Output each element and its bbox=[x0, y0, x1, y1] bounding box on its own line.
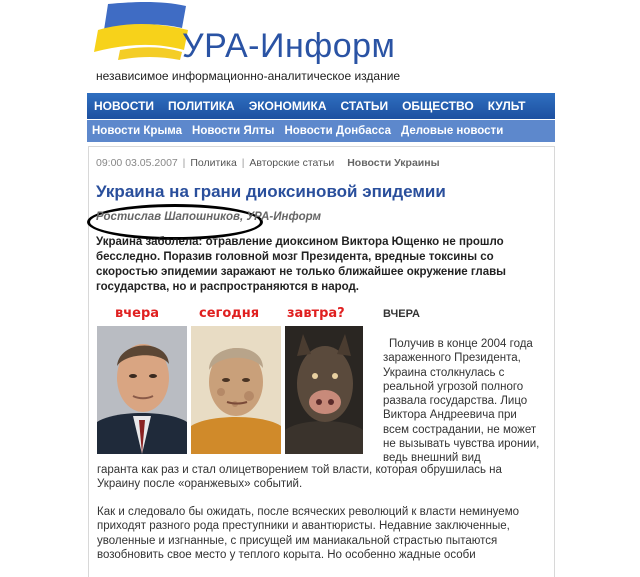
article-meta bbox=[96, 157, 440, 169]
site-tagline: независимое информационно-аналитическое издание bbox=[96, 69, 401, 83]
article-paragraph-2: Как и следовало бы ожидать, после всяческих революций к власти неминуемо приходят разного рода преступники и авантюристы. Недавние заключенные, уволенные и изгнанные, с присущей им маниакальной страстью пытаются возобновить свое место у теплого корыта. Но особенно жадные особи bbox=[97, 506, 519, 561]
secondary-nav bbox=[87, 120, 555, 142]
article-body-side: Получив в конце 2004 года зараженного Президента, Украина столкнулась с реальной угрозой полного развала государства. Лицо Виктора Андреевича при всем сострадании, не может не вызывать чувства иронии, ведь внешний вид bbox=[383, 338, 540, 465]
portrait-photo-2 bbox=[191, 326, 281, 454]
meta-separator: | bbox=[241, 157, 245, 169]
article-title: Украина на грани диоксиновой эпидемии bbox=[96, 182, 446, 201]
portrait-photo-1 bbox=[97, 326, 187, 454]
subnav-item-crimea[interactable]: Новости Крыма bbox=[92, 125, 183, 137]
nav-item-economy[interactable]: ЭКОНОМИКА bbox=[248, 99, 327, 113]
subheading-yesterday: ВЧЕРА bbox=[383, 308, 420, 320]
nav-item-culture[interactable]: КУЛЬТ bbox=[487, 99, 526, 113]
nav-item-news[interactable]: НОВОСТИ bbox=[94, 99, 155, 113]
nav-item-society[interactable]: ОБЩЕСТВО bbox=[402, 99, 474, 113]
article-body-continuation: гаранта как раз и стал олицетворением той власти, которая обрушилась на Украину после «оранжевых» событий. bbox=[97, 464, 502, 491]
category-link-politics[interactable]: Политика bbox=[190, 157, 237, 169]
article-author: Ростислав Шапошников, УРА-Информ bbox=[96, 211, 322, 223]
article-image-collage bbox=[97, 306, 363, 454]
caption-tomorrow: завтра? bbox=[287, 306, 345, 321]
article-lead: Украина заболела: отравление диоксином Виктора Ющенко не прошло бесследно. Поразив головной мозг Президента, вредные токсины со скоростью эпидемии заражают не только ближайшее окружение главы государства, но и распространяются в народ. bbox=[96, 236, 506, 293]
subnav-item-yalta[interactable]: Новости Ялты bbox=[192, 125, 275, 137]
subnav-item-donbass[interactable]: Новости Донбасса bbox=[284, 125, 392, 137]
primary-nav bbox=[87, 93, 555, 119]
portrait-photo-3 bbox=[285, 326, 363, 454]
article-datetime: 09:00 03.05.2007 bbox=[96, 157, 178, 169]
caption-yesterday: вчера bbox=[115, 306, 160, 321]
nav-item-politics[interactable]: ПОЛИТИКА bbox=[168, 99, 235, 113]
meta-separator: | bbox=[182, 157, 186, 169]
caption-today: сегодня bbox=[199, 306, 260, 321]
section-label[interactable]: Новости Украины bbox=[347, 157, 440, 169]
category-link-author-articles[interactable]: Авторские статьи bbox=[249, 157, 335, 169]
nav-item-articles[interactable]: СТАТЬИ bbox=[340, 99, 389, 113]
subnav-item-business[interactable]: Деловые новости bbox=[401, 125, 504, 137]
site-name: УРА-Информ bbox=[182, 27, 396, 65]
